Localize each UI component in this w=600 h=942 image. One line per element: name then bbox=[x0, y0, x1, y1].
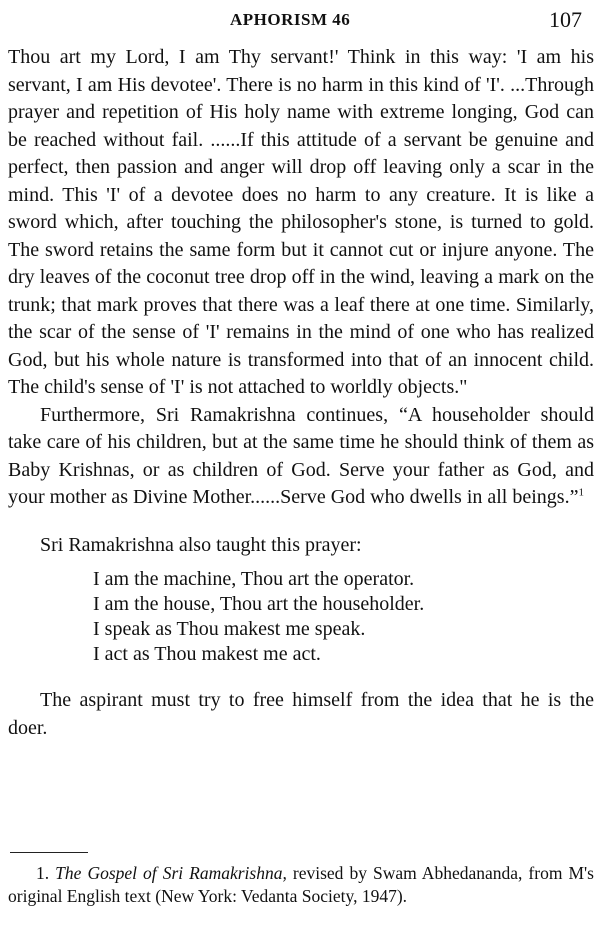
paragraph-2 bbox=[8, 402, 594, 512]
running-head: APHORISM 46 bbox=[230, 10, 351, 29]
footnote bbox=[8, 862, 594, 907]
footnote-text: revised by Swam Abhedananda, from M's original English text (New York: Vedanta Society, 1947). bbox=[8, 863, 594, 906]
page-body bbox=[8, 44, 594, 742]
prayer-block bbox=[8, 567, 594, 667]
prayer-line-2: I am the house, Thou art the householder. bbox=[93, 593, 425, 615]
paragraph-1: Thou art my Lord, I am Thy servant!' Think in this way: 'I am his servant, I am His devotee'. There is no harm in this kind of 'I'. ...Through prayer and repetition of His holy name with extreme longing, God can be reached without fail. ......If this attitude of a servant be genuine and perfect, then passion and anger will drop off leaving only a scar in the mind. This 'I' of a devotee does no harm to any creature. It is like a sword which, after touching the philosopher's stone, is turned to gold. The sword retains the same form but it cannot cut or injure anyone. The dry leaves of the coconut tree drop off in the wind, leaving a mark on the trunk; that mark proves that there was a leaf there at one time. Similarly, the scar of the sense of 'I' remains in the mind of one who has realized God, but his whole nature is transformed into that of an innocent child. The child's sense of 'I' is not attached to worldly objects." bbox=[8, 46, 594, 398]
paragraph-2-text: Furthermore, Sri Ramakrishna continues, “A householder should take care of his children, but at the same time he should think of them as Baby Krishnas, or as children of God. Serve your father as God, and your mother as Divine Mother......Serve God who dwells in all beings.” bbox=[8, 403, 594, 508]
prayer-line-1: I am the machine, Thou art the operator. bbox=[93, 568, 415, 590]
page-number: 107 bbox=[549, 7, 582, 32]
footnote-number: 1. bbox=[36, 863, 50, 883]
prayer-line-4: I act as Thou makest me act. bbox=[93, 643, 321, 665]
paragraph-3: Sri Ramakrishna also taught this prayer: bbox=[40, 533, 362, 556]
prayer-line-3: I speak as Thou makest me speak. bbox=[93, 618, 366, 640]
paragraph-4: The aspirant must try to free himself from the idea that he is the doer. bbox=[8, 689, 594, 739]
footnote-ref: 1 bbox=[578, 486, 584, 499]
footnote-title: The Gospel of Sri Ramakrishna, bbox=[55, 863, 287, 883]
page-header bbox=[0, 8, 600, 38]
footnote-divider bbox=[10, 852, 88, 853]
